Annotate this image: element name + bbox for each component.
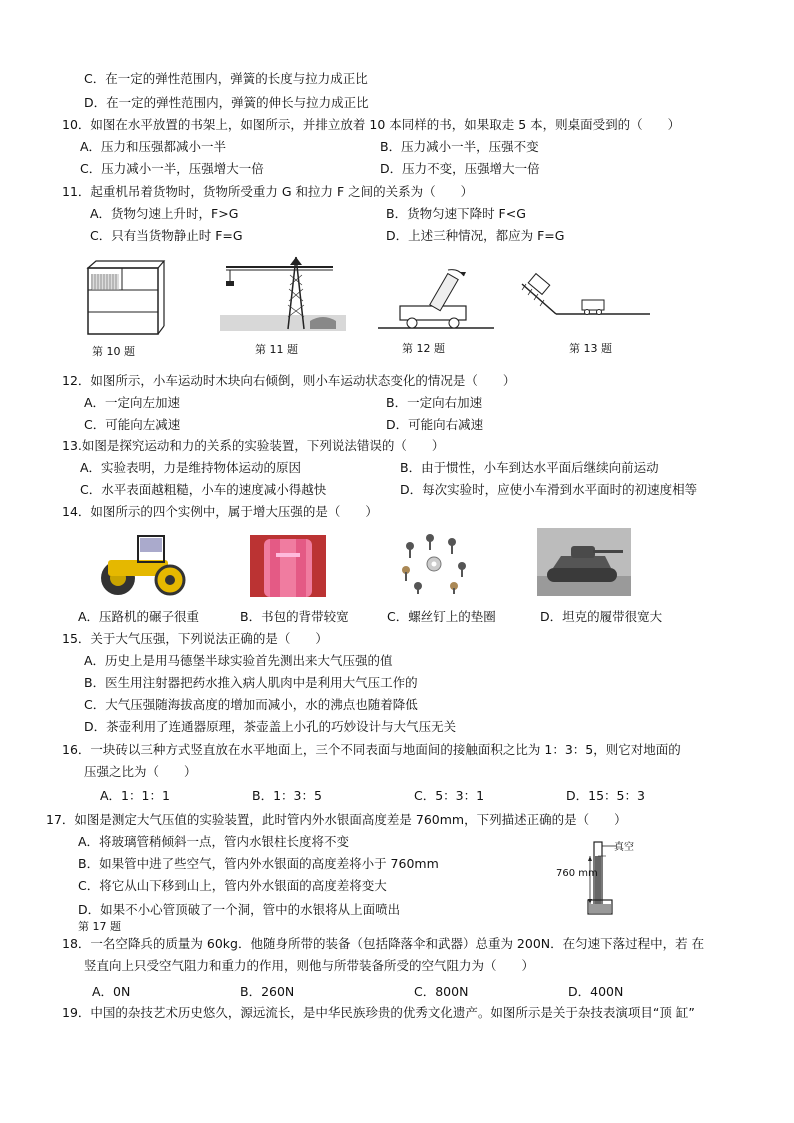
q16-stem-line2: 压强之比为（ ） [84, 764, 197, 779]
q14-stem: 14．如图所示的四个实例中，属于增大压强的是（ ） [62, 504, 378, 519]
q13-stem: 13.如图是探究运动和力的关系的实验装置，下列说法错误的（ ） [62, 438, 445, 453]
q11-option-d: D．上述三种情况，都应为 F=G [386, 228, 565, 243]
q10-option-a: A．压力和压强都减小一半 [80, 139, 227, 154]
school-bag-image [250, 535, 326, 597]
figure-caption-10: 第 10 题 [92, 345, 135, 358]
q13-option-b: B．由于惯性，小车到达水平面后继续向前运动 [400, 460, 659, 475]
q18-option-c: C．800N [414, 984, 469, 999]
q10-option-c: C．压力减小一半，压强增大一倍 [80, 161, 264, 176]
figure-caption-11: 第 11 题 [255, 343, 298, 356]
q12-option-b: B．一定向右加速 [386, 395, 483, 410]
incline-figure [520, 272, 652, 318]
q9-option-d: D．在一定的弹性范围内，弹簧的伸长与拉力成正比 [84, 95, 369, 110]
q11-option-a: A．货物匀速上升时，F>G [90, 206, 239, 221]
q15-option-d: D．茶壶利用了连通器原理，茶壶盖上小孔的巧妙设计与大气压无关 [84, 719, 457, 734]
q10-option-b: B．压力减小一半，压强不变 [380, 139, 539, 154]
q18-option-a: A．0N [92, 984, 131, 999]
road-roller-image [100, 530, 190, 598]
q19-stem: 19．中国的杂技艺术历史悠久，源远流长，是中华民族珍贵的优秀文化遗产。如图所示是关于杂技表演项目“顶 缸” [62, 1005, 695, 1020]
q18-option-d: D．400N [568, 984, 624, 999]
q17-option-d: D．如果不小心管顶破了一个洞，管中的水银将从上面喷出 [78, 902, 401, 917]
q14-option-d: D．坦克的履带很宽大 [540, 609, 663, 624]
q17-option-c: C．将它从山下移到山上，管内外水银面的高度差将变大 [78, 878, 387, 893]
q12-stem: 12．如图所示，小车运动时木块向右倾倒，则小车运动状态变化的情况是（ ） [62, 373, 516, 388]
q15-stem: 15．关于大气压强，下列说法正确的是（ ） [62, 631, 328, 646]
q13-option-d: D．每次实验时，应使小车滑到水平面时的初速度相等 [400, 482, 698, 497]
q15-option-a: A．历史上是用马德堡半球实验首先测出来大气压强的值 [84, 653, 393, 668]
figure-caption-12: 第 12 题 [402, 342, 445, 355]
q17-option-b: B．如果管中进了些空气，管内外水银面的高度差将小于 760mm [78, 856, 439, 871]
vacuum-label: 真空 [614, 842, 634, 853]
q18-stem-line2: 竖直向上只受空气阻力和重力的作用，则他与所带装备所受的空气阻力为（ ） [84, 958, 535, 973]
bookshelf-figure [84, 258, 166, 338]
q9-option-c: C．在一定的弹性范围内，弹簧的长度与拉力成正比 [84, 71, 368, 86]
q10-stem: 10．如图在水平放置的书架上，如图所示，并排立放着 10 本同样的书，如果取走 5 本，则桌面受到的（ ） [62, 117, 681, 132]
q18-option-b: B．260N [240, 984, 295, 999]
q14-option-b: B．书包的背带较宽 [240, 609, 349, 624]
q16-stem-line1: 16．一块砖以三种方式竖直放在水平地面上，三个不同表面与地面间的接触面积之比为 1：3：5，则它对地面的 [62, 742, 681, 757]
q16-option-b: B．1：3：5 [252, 788, 322, 803]
figure-caption-17: 第 17 题 [78, 920, 121, 933]
q11-option-b: B．货物匀速下降时 F<G [386, 206, 526, 221]
height-760-label: 760 mm [556, 868, 598, 879]
q18-stem-line1: 18．一名空降兵的质量为 60kg．他随身所带的装备（包括降落伞和武器）总重为 200N．在匀速下落过程中，若 在 [62, 936, 705, 951]
q12-option-d: D．可能向右减速 [386, 417, 484, 432]
q11-option-c: C．只有当货物静止时 F=G [90, 228, 243, 243]
q15-option-c: C．大气压强随海拔高度的增加而减小，水的沸点也随着降低 [84, 697, 418, 712]
q17-stem: 17．如图是测定大气压值的实验装置，此时管内外水银面高度差是 760mm，下列描述正确的是（ ） [46, 812, 627, 827]
q11-stem: 11．起重机吊着货物时，货物所受重力 G 和拉力 F 之间的关系为（ ） [62, 184, 474, 199]
q14-option-c: C．螺丝钉上的垫圈 [387, 609, 496, 624]
tank-image [537, 528, 631, 596]
q12-option-c: C．可能向左减速 [84, 417, 181, 432]
q10-option-d: D．压力不变，压强增大一倍 [380, 161, 540, 176]
q15-option-b: B．医生用注射器把药水推入病人肌肉中是利用大气压工作的 [84, 675, 418, 690]
q12-option-a: A．一定向左加速 [84, 395, 181, 410]
q16-option-a: A．1：1：1 [100, 788, 170, 803]
q13-option-c: C．水平表面越粗糙，小车的速度减小得越快 [80, 482, 327, 497]
q16-option-c: C．5：3：1 [414, 788, 485, 803]
q13-option-a: A．实验表明，力是维持物体运动的原因 [80, 460, 302, 475]
q14-option-a: A．压路机的碾子很重 [78, 609, 200, 624]
figure-caption-13: 第 13 题 [569, 342, 612, 355]
q17-option-a: A．将玻璃管稍倾斜一点，管内水银柱长度将不变 [78, 834, 350, 849]
cart-block-figure [378, 262, 494, 332]
crane-figure [218, 255, 348, 333]
q16-option-d: D．15：5：3 [566, 788, 645, 803]
screws-washers-image [396, 530, 476, 594]
